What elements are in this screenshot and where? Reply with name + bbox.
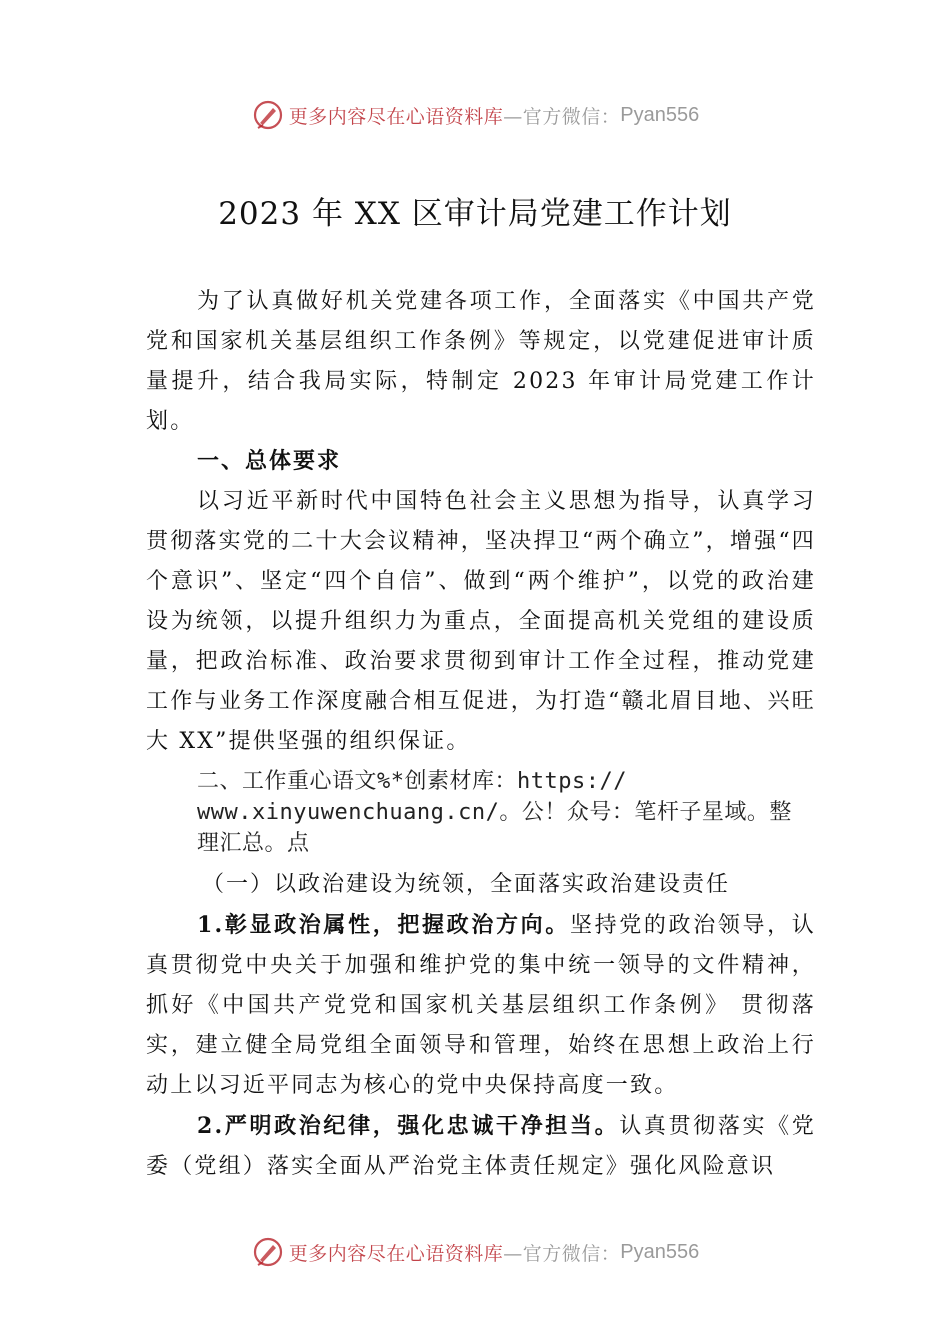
watermark-site-name: 更多内容尽在心语资料库 bbox=[288, 105, 504, 128]
section-2-heading-block bbox=[197, 766, 816, 859]
section-2-line-2: www.xinyuwenchuang.cn/。公！众号：笔杆子星域。整 bbox=[197, 800, 792, 825]
feather-pen-logo-icon bbox=[251, 98, 285, 132]
item-2-body: 认真贯彻落实《党委（党组）落实全面从严治党主体责任规定》强化风险意识 bbox=[146, 1114, 816, 1179]
intro-paragraph: 为了认真做好机关党建各项工作，全面落实《中国共产党党和国家机关基层组织工作条例》等规定，以党建促进审计质量提升，结合我局实际，特制定 2023 年审计局党建工作计划。 bbox=[146, 289, 816, 434]
item-1-lead: 1.彰显政治属性，把握政治方向。 bbox=[197, 912, 570, 938]
section-2-line-3: 理汇总。点 bbox=[197, 831, 310, 856]
item-1-body: 坚持党的政治领导，认真贯彻党中央关于加强和维护党的集中统一领导的文件精神，抓好《中国共产党党和国家机关基层组织工作条例》 贯彻落实，建立健全局党组全面领导和管理，始终在思想上政治上行动上以习近平同志为核心的党中央保持高度一致。 bbox=[146, 913, 816, 1098]
document-body bbox=[146, 282, 816, 1187]
item-2-lead: 2.严明政治纪律，强化忠诚干净担当。 bbox=[197, 1113, 620, 1139]
watermark-wechat-label: —官方微信： bbox=[503, 105, 621, 128]
document-title: 2023 年 XX 区审计局党建工作计划 bbox=[218, 196, 732, 232]
subsection-1-heading: （一）以政治建设为统领，全面落实政治建设责任 bbox=[202, 872, 731, 897]
feather-pen-logo-icon bbox=[251, 1235, 285, 1269]
section-1-heading: 一、总体要求 bbox=[197, 449, 342, 474]
item-1-paragraph bbox=[146, 905, 816, 1106]
item-2-paragraph bbox=[146, 1106, 816, 1187]
watermark-wechat-label: —官方微信： bbox=[503, 1242, 621, 1265]
watermark-site-name: 更多内容尽在心语资料库 bbox=[288, 1242, 504, 1265]
watermark-wechat-id: Pyan556 bbox=[620, 1240, 700, 1263]
section-1-paragraph: 以习近平新时代中国特色社会主义思想为指导，认真学习贯彻落实党的二十大会议精神，坚决捍卫“两个确立”，增强“四个意识”、坚定“四个自信”、做到“两个维护”，以党的政治建设为统领，以提升组织力为重点，全面提高机关党组的建设质量，把政治标准、政治要求贯彻到审计工作全过程，推动党建工作与业务工作深度融合相互促进，为打造“赣北眉目地、兴旺大 XX”提供坚强的组织保证。 bbox=[146, 489, 816, 754]
watermark-footer bbox=[0, 1232, 950, 1272]
watermark-header bbox=[0, 95, 950, 135]
section-2-line-1: 二、工作重心语文%*创素材库：https:// bbox=[197, 769, 627, 794]
watermark-wechat-id: Pyan556 bbox=[620, 103, 700, 126]
